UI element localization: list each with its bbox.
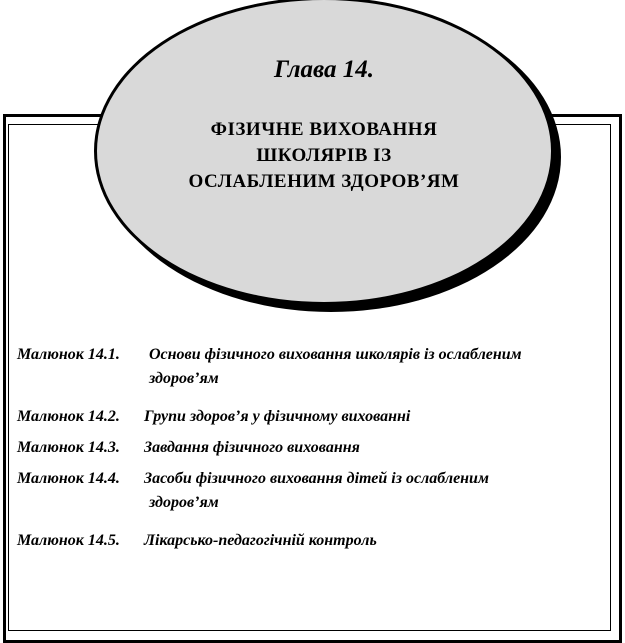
figure-label: Малюнок 14.5. <box>17 532 120 549</box>
chapter-title-line-1: ФІЗИЧНЕ ВИХОВАННЯ <box>210 119 438 140</box>
chapter-title <box>94 117 554 195</box>
figure-item-14-3 <box>17 437 607 468</box>
chapter-title-line-2: ШКОЛЯРІВ ІЗ <box>256 145 392 166</box>
figure-label: Малюнок 14.1. <box>17 346 120 363</box>
figure-item-14-4 <box>17 468 607 530</box>
figure-text: Групи здоров’я у фізичному вихованні <box>144 408 411 425</box>
figure-label: Малюнок 14.3. <box>17 439 120 456</box>
figure-item-14-5 <box>17 530 607 561</box>
figure-list <box>17 344 607 561</box>
chapter-title-line-3: ОСЛАБЛЕНИМ ЗДОРОВ’ЯМ <box>188 171 460 192</box>
figure-text: Лікарсько-педагогічній контроль <box>144 532 377 549</box>
figure-text: Засоби фізичного виховання дітей із ослабленим <box>144 470 489 487</box>
figure-text: Завдання фізичного виховання <box>144 439 360 456</box>
figure-label: Малюнок 14.2. <box>17 408 120 425</box>
figure-text: Основи фізичного виховання школярів із ослабленим <box>149 346 522 363</box>
figure-text-continuation: здоров’ям <box>149 494 219 511</box>
chapter-number: Глава 14. <box>273 56 375 83</box>
figure-item-14-1 <box>17 344 607 406</box>
figure-item-14-2 <box>17 406 607 437</box>
figure-text-continuation: здоров’ям <box>149 370 219 387</box>
figure-label: Малюнок 14.4. <box>17 470 120 487</box>
